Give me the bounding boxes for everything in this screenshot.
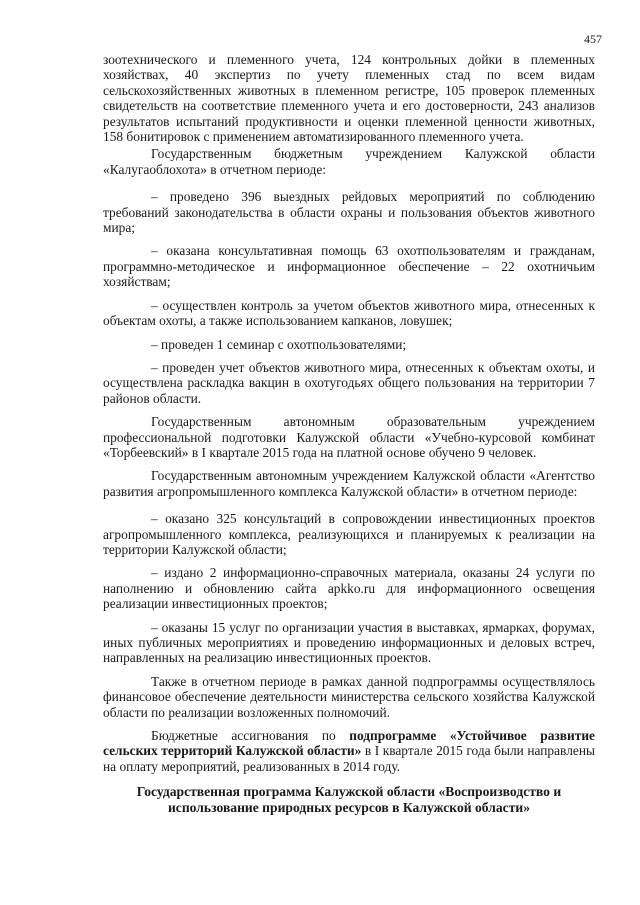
- paragraph-rural-development: [103, 728, 595, 774]
- list-item-seminar: – проведен 1 семинар с охотпользователями;: [151, 336, 407, 352]
- list-item-raids: – проведено 396 выездных рейдовых мероприятий по соблюдению требований законодательства в области охраны и пользования объектов животного мира;: [103, 189, 595, 236]
- list-item-vaccine-distribution: – проведен учет объектов животного мира, отнесенных к объектам охоты, и осуществлена раскладка вакцин в охотугодьях общего пользования на территории 7 районов области.: [103, 359, 595, 406]
- list-item-control-traps: – осуществлен контроль за учетом объектов животного мира, отнесенных к объектам охоты, а также использованием капканов, ловушек;: [103, 297, 595, 329]
- page-number: 457: [584, 32, 602, 46]
- subprogram-name: подпрограмме «Устойчивое развитие сельских территорий Калужской области»: [103, 728, 595, 759]
- list-item-exhibitions: – оказаны 15 услуг по организации участия в выставках, ярмарках, форумах, иных публичных мероприятиях и проведению информационных и деловых встреч, направленных на реализацию инвестиционных проектов.: [103, 619, 595, 666]
- list-item-investment-consultations: – оказано 325 консультаций в сопровождении инвестиционных проектов агропромышленного комплекса, реализующихся и планируемых к реализации на территории Калужской области;: [103, 511, 595, 557]
- paragraph-agency-intro: Государственным автономным учреждением Калужской области «Агентство развития агропромышленного комплекса Калужской области» в отчетном периоде:: [103, 468, 595, 499]
- paragraph-kalugaoblokhota-intro: Государственным бюджетным учреждением Калужской области «Калугаоблохота» в отчетном периоде:: [103, 146, 595, 177]
- list-item-consultations-hunters: – оказана консультативная помощь 63 охотпользователям и гражданам, программно-методическое и информационное обеспечение – 22 охотничьим хозяйствам;: [103, 243, 595, 290]
- paragraph-torbeevsky-training: Государственным автономным образовательным учреждением профессиональной подготовки Калужской области «Учебно-курсовой комбинат «Торбеевский» в I квартале 2015 года на платной основе обучено 9 человек.: [103, 414, 595, 460]
- paragraph-rural-development-end: в I квартале 2015 года были направлены на оплату мероприятий, реализованных в 2014 году.: [103, 743, 595, 774]
- paragraph-rural-development-start: Бюджетные ассигнования по: [151, 728, 350, 744]
- list-item-website-services: – издано 2 информационно-справочных материала, оказаны 24 услуги по наполнению и обновлению сайта apkko.ru для информационного освещения реализации инвестиционных проектов;: [103, 565, 595, 612]
- paragraph-ministry-financing: Также в отчетном периоде в рамках данной подпрограммы осуществлялось финансовое обеспечение деятельности министерства сельского хозяйства Калужской области по реализации возложенных полномочий.: [103, 673, 595, 720]
- section-heading: Государственная программа Калужской области «Воспроизводство и использование природных ресурсов в Калужской области»: [136, 784, 562, 816]
- document-body: [103, 52, 595, 816]
- paragraph-breeding-results: зоотехнического и племенного учета, 124 контрольных дойки в племенных хозяйствах, 40 экспертиз по учету племенных стад по всем видам сельскохозяйственных животных в племенном регистре, 105 проверок племенных свидетельств на соответствие племенного учета и его достоверности, 243 анализов результатов испытаний продуктивности и оценки племенной ценности животных, 158 бонитировок с применением автоматизированного племенного учета.: [103, 52, 595, 145]
